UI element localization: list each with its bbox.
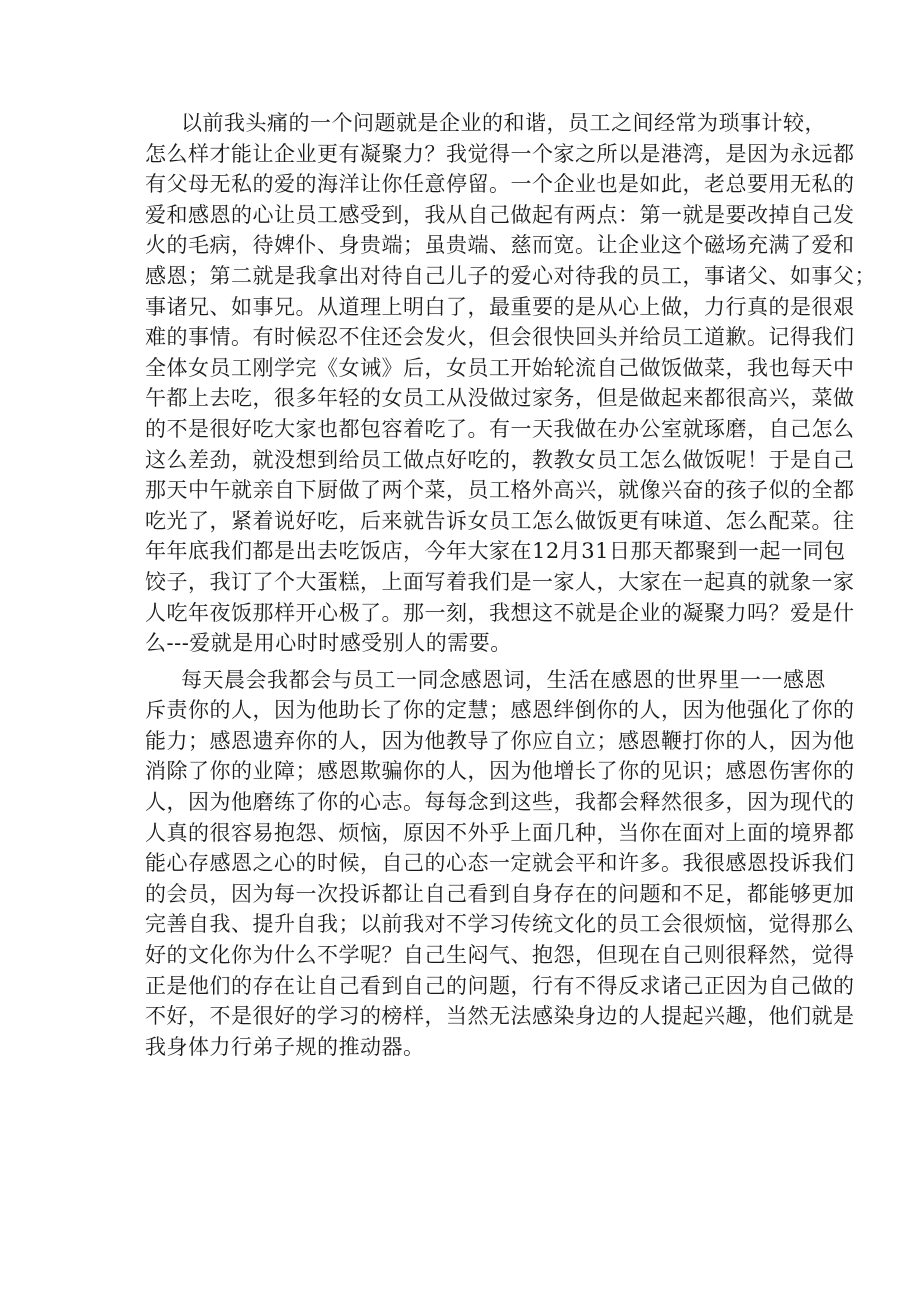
text-line: 不好，不是很好的学习的榜样，当然无法感染身边的人提起兴趣，他们就是: [145, 1004, 855, 1029]
text-line: 事诸兄、如事兄。从道理上明白了，最重要的是从心上做，力行真的是很艰: [145, 294, 855, 319]
text-line: 难的事情。有时候忍不住还会发火，但会很快回头并给员工道歉。记得我们: [145, 325, 855, 350]
text-line: 能力；感恩遗弃你的人，因为他教导了你应自立；感恩鞭打你的人，因为他: [145, 728, 855, 753]
document-body: [145, 108, 876, 1062]
text-line: 火的毛病，待婢仆、身贵端；虽贵端、慈而宽。让企业这个磁场充满了爱和: [145, 233, 855, 258]
text-line: 以前我头痛的一个问题就是企业的和谐，员工之间经常为琐事计较，: [181, 111, 826, 135]
text-line: 每天晨会我都会与员工一同念感恩词，生活在感恩的世界里一一感恩: [181, 667, 826, 692]
text-line: 怎么样才能让企业更有凝聚力？我觉得一个家之所以是港湾，是因为永远都: [145, 141, 855, 166]
paragraph-1: [145, 108, 876, 659]
text-line: 消除了你的业障；感恩欺骗你的人，因为他增长了你的见识；感恩伤害你的: [145, 759, 855, 784]
text-line: 好的文化你为什么不学呢？自己生闷气、抱怨，但现在自己则很释然，觉得: [145, 943, 855, 968]
text-line: 感恩；第二就是我拿出对待自己儿子的爱心对待我的员工，事诸父、如事父；: [145, 263, 876, 288]
text-line: 人吃年夜饭那样开心极了。那一刻，我想这不就是企业的凝聚力吗？爱是什: [145, 600, 855, 625]
text-line: 年年底我们都是出去吃饭店，今年大家在12月31日那天都聚到一起一同包: [145, 539, 846, 564]
text-line: 吃光了，紧着说好吃，后来就告诉女员工怎么做饭更有味道、怎么配菜。往: [145, 508, 855, 533]
text-line: 的会员，因为每一次投诉都让自己看到自身存在的问题和不足，都能够更加: [145, 881, 855, 906]
text-line: 正是他们的存在让自己看到自己的问题，行有不得反求诸己正因为自己做的: [145, 973, 855, 998]
text-line: 饺子，我订了个大蛋糕，上面写着我们是一家人，大家在一起真的就象一家: [145, 569, 855, 594]
text-line: 那天中午就亲自下厨做了两个菜，员工格外高兴，就像兴奋的孩子似的全都: [145, 478, 855, 503]
text-line: 斥责你的人，因为他助长了你的定慧；感恩绊倒你的人，因为他强化了你的: [145, 698, 855, 723]
text-line: 这么差劲，就没想到给员工做点好吃的，教教女员工怎么做饭呢！于是自己: [145, 447, 855, 472]
text-line: 全体女员工刚学完《女诫》后，女员工开始轮流自己做饭做菜，我也每天中: [145, 355, 855, 380]
text-line: 我身体力行弟子规的推动器。: [145, 1034, 425, 1059]
text-line: 人真的很容易抱怨、烦恼，原因不外乎上面几种，当你在面对上面的境界都: [145, 820, 855, 845]
text-line: 有父母无私的爱的海洋让你任意停留。一个企业也是如此，老总要用无私的: [145, 172, 855, 197]
text-line: 么---爱就是用心时时感受别人的需要。: [145, 631, 512, 656]
paragraph-2: [145, 665, 855, 1063]
text-line: 的不是很好吃大家也都包容着吃了。有一天我做在办公室就琢磨，自己怎么: [145, 416, 855, 441]
text-line: 午都上去吃，很多年轻的女员工从没做过家务，但是做起来都很高兴，菜做: [145, 386, 855, 411]
text-line: 爱和感恩的心让员工感受到，我从自己做起有两点：第一就是要改掉自己发: [145, 202, 855, 227]
text-line: 完善自我、提升自我；以前我对不学习传统文化的员工会很烦恼，觉得那么: [145, 912, 855, 937]
text-line: 人，因为他磨练了你的心志。每每念到这些，我都会释然很多，因为现代的: [145, 790, 855, 815]
text-line: 能心存感恩之心的时候，自己的心态一定就会平和许多。我很感恩投诉我们: [145, 851, 855, 876]
